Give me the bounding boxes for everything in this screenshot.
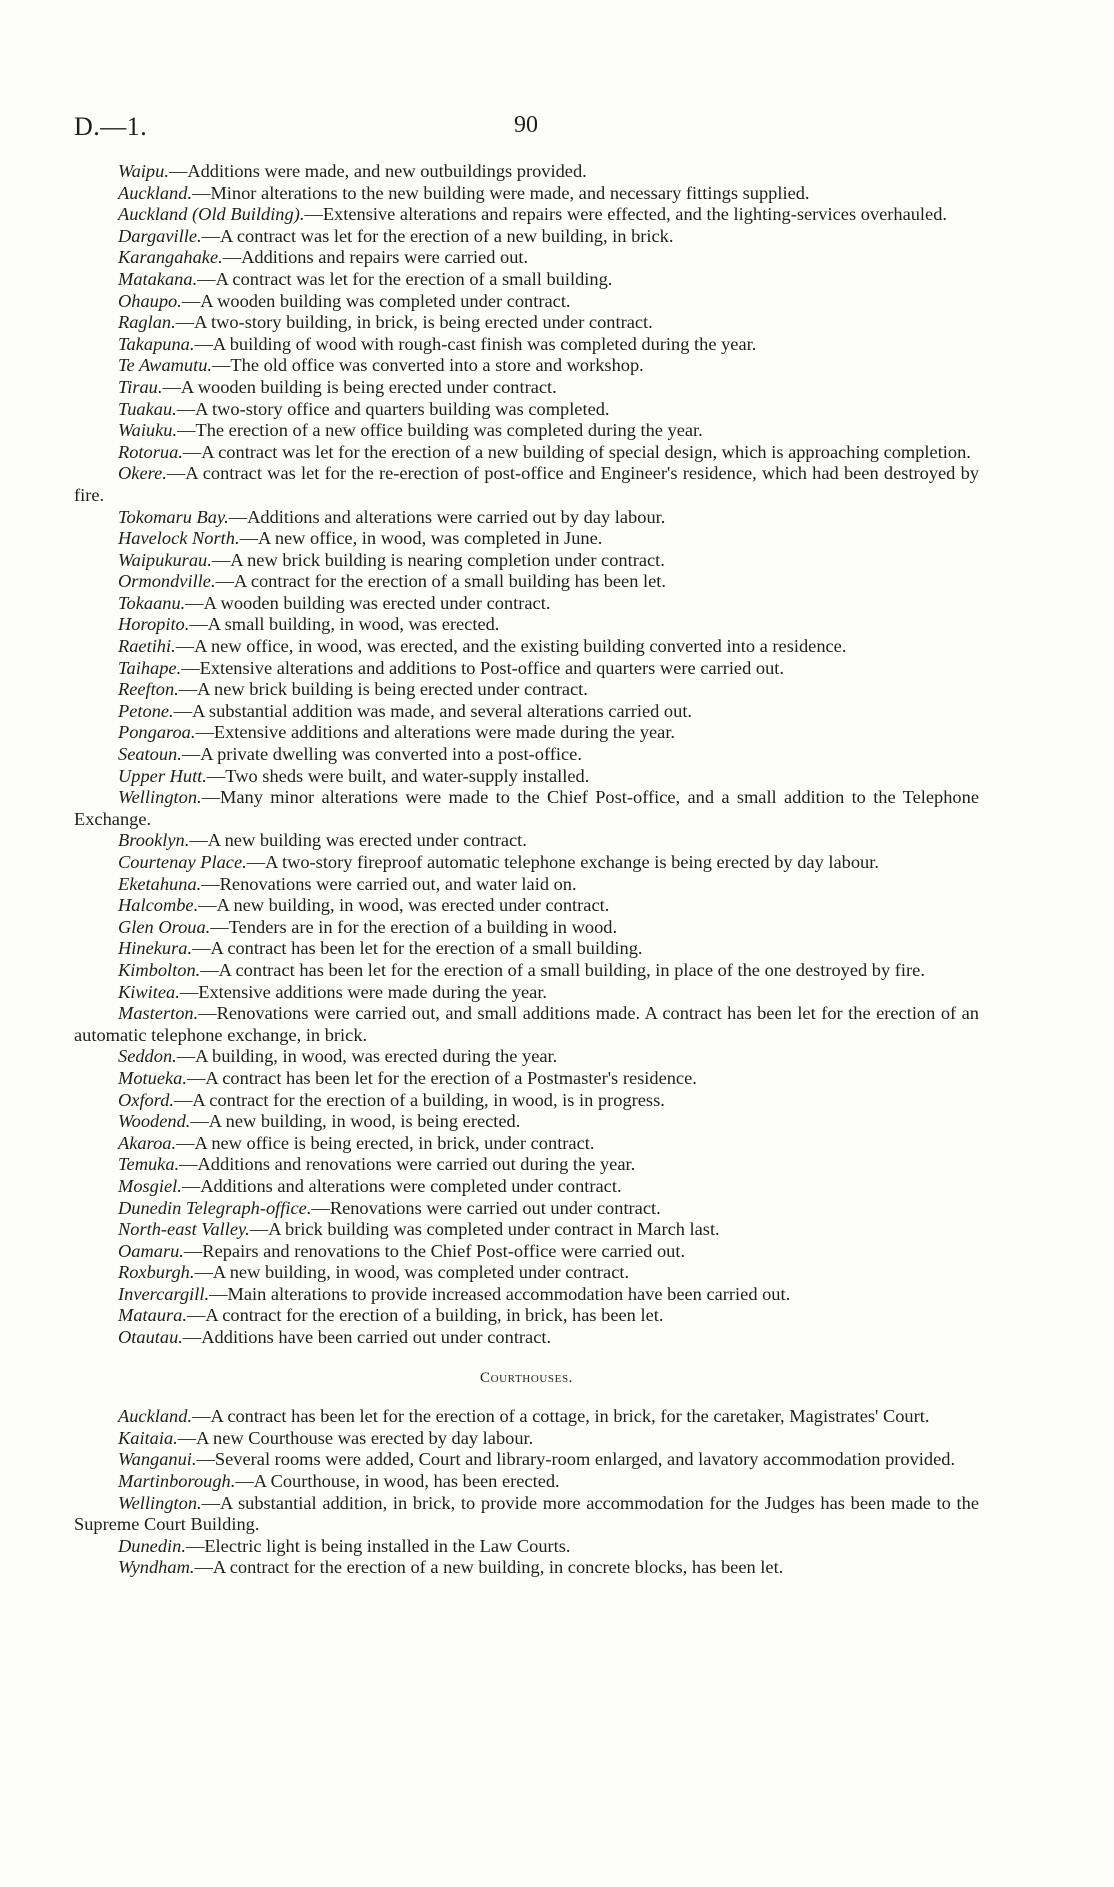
post-office-entries: [74, 161, 979, 1349]
entry-paragraph: [74, 895, 979, 917]
entry-text: —Several rooms were added, Court and library-room enlarged, and lavatory accommodation provided.: [196, 1449, 956, 1470]
entry-text: —A contract has been let for the erection of a small building.: [192, 938, 643, 959]
place-name: Seddon.: [118, 1046, 177, 1067]
place-name: Temuka.: [118, 1154, 180, 1175]
entry-text: —Tenders are in for the erection of a building in wood.: [210, 916, 618, 937]
page-number: 90: [514, 112, 538, 138]
entry-paragraph: [74, 1046, 979, 1068]
entry-text: —The erection of a new office building was completed during the year.: [177, 420, 703, 441]
entry-text: —A building, in wood, was erected during the year.: [176, 1046, 558, 1067]
entry-text: —Additions and renovations were carried out during the year.: [179, 1154, 636, 1175]
place-name: Rotorua.: [118, 441, 183, 462]
entry-text: —A contract was let for the re-erection of post-office and Engineer's residence, which had been destroyed by fire.: [74, 463, 979, 505]
entry-text: —A new brick building is nearing completion under contract.: [211, 549, 665, 570]
entry-text: —Minor alterations to the new building were made, and necessary fittings supplied.: [192, 182, 810, 203]
place-name: Hinekura.: [118, 938, 193, 959]
entry-text: —Extensive additions were made during the year.: [179, 981, 548, 1002]
entry-paragraph: [74, 787, 979, 830]
entry-text: —A new office is being erected, in brick, under contract.: [176, 1132, 595, 1153]
place-name: Reefton.: [118, 679, 179, 700]
entry-text: —A two-story office and quarters building was completed.: [176, 398, 610, 419]
entry-text: —Electric light is being installed in the Law Courts.: [185, 1535, 571, 1556]
entry-paragraph: [74, 852, 979, 874]
entry-paragraph: [74, 463, 979, 506]
place-name: Wellington.: [118, 1492, 202, 1513]
entry-paragraph: [74, 658, 979, 680]
entry-text: —A new office, in wood, was completed in June.: [239, 528, 603, 549]
place-name: Dargaville.: [118, 225, 202, 246]
place-name: Kaitaia.: [118, 1427, 178, 1448]
place-name: Eketahuna.: [118, 873, 202, 894]
entry-paragraph: [74, 442, 979, 464]
entry-paragraph: [74, 1449, 979, 1471]
entry-paragraph: [74, 1284, 979, 1306]
entry-paragraph: [74, 1003, 979, 1046]
place-name: Te Awamutu.: [118, 355, 213, 376]
entry-text: —Additions and alterations were carried out by day labour.: [228, 506, 666, 527]
place-name: Pongaroa.: [118, 722, 196, 743]
entry-paragraph: [74, 1198, 979, 1220]
place-name: Masterton.: [118, 1003, 199, 1024]
entry-text: —Additions have been carried out under contract.: [182, 1327, 552, 1348]
entry-text: —A wooden building was completed under contract.: [181, 290, 571, 311]
place-name: Auckland (Old Building).: [118, 204, 305, 225]
entry-paragraph: [74, 571, 979, 593]
entry-paragraph: [74, 528, 979, 550]
place-name: Kiwitea.: [118, 981, 180, 1002]
entry-paragraph: [74, 377, 979, 399]
place-name: Okere.: [118, 463, 167, 484]
place-name: Courtenay Place.: [118, 852, 247, 872]
place-name: Taihape.: [118, 657, 182, 678]
entry-paragraph: [74, 312, 979, 334]
entry-paragraph: [74, 1154, 979, 1176]
entry-paragraph: [74, 1471, 979, 1493]
place-name: Dunedin Telegraph-office.: [118, 1197, 312, 1218]
entry-text: —A new building, in wood, was completed under contract.: [194, 1262, 630, 1283]
entry-paragraph: [74, 874, 979, 896]
entry-paragraph: [74, 507, 979, 529]
place-name: Tokaanu.: [118, 592, 186, 613]
entry-text: —A contract was let for the erection of a new building, in brick.: [201, 225, 674, 246]
entry-text: —Additions and repairs were carried out.: [222, 247, 529, 268]
place-name: Woodend.: [118, 1111, 191, 1132]
entry-paragraph: [74, 550, 979, 572]
entry-text: —Renovations were carried out, and small additions made. A contract has been let for the erection of an automatic telephone exchange, in brick.: [74, 1003, 979, 1045]
entry-paragraph: [74, 960, 979, 982]
entry-paragraph: [74, 226, 979, 248]
entry-text: —Extensive additions and alterations were made during the year.: [195, 722, 676, 743]
place-name: Motueka.: [118, 1067, 187, 1088]
entry-text: —A brick building was completed under contract in March last.: [249, 1219, 720, 1240]
place-name: North-east Valley.: [118, 1219, 250, 1240]
place-name: Oxford.: [118, 1089, 175, 1110]
place-name: Karangahake.: [118, 247, 223, 268]
entry-text: —Additions and alterations were completed under contract.: [181, 1175, 622, 1196]
entry-text: —The old office was converted into a store and workshop.: [212, 355, 644, 376]
place-name: Otautau.: [118, 1327, 183, 1348]
place-name: Oamaru.: [118, 1240, 184, 1261]
entry-paragraph: [74, 1068, 979, 1090]
entry-text: —Extensive alterations and repairs were effected, and the lighting-services overhauled.: [304, 204, 947, 225]
entry-paragraph: [74, 161, 979, 183]
entry-text: —A building of wood with rough-cast finish was completed during the year.: [194, 333, 757, 354]
place-name: Wellington.: [118, 787, 202, 808]
courthouse-entries: [74, 1406, 979, 1579]
place-name: Halcombe.: [118, 895, 199, 916]
entry-text: —A new building, in wood, was erected under contract.: [198, 895, 610, 916]
place-name: Martinborough.: [118, 1471, 236, 1492]
place-name: Akaroa.: [118, 1132, 177, 1153]
place-name: Matakana.: [118, 268, 198, 289]
entry-text: —A new building was erected under contract.: [189, 830, 527, 851]
entry-text: —A Courthouse, in wood, has been erected.: [235, 1471, 560, 1492]
place-name: Waipukurau.: [118, 549, 212, 570]
entry-paragraph: [74, 269, 979, 291]
entry-paragraph: [74, 593, 979, 615]
entry-text: —A wooden building is being erected under contract.: [162, 376, 557, 397]
place-name: Waiuku.: [118, 420, 178, 441]
entry-paragraph: [74, 1262, 979, 1284]
section-heading-courthouses: Courthouses.: [479, 1369, 574, 1386]
entry-text: —Extensive alterations and additions to Post-office and quarters were carried out.: [181, 657, 784, 678]
place-name: Raglan.: [118, 312, 176, 333]
entry-paragraph: [74, 701, 979, 723]
entry-paragraph: [74, 982, 979, 1004]
entry-text: —A contract for the erection of a small building has been let.: [215, 571, 666, 592]
place-name: Kimbolton.: [118, 959, 201, 980]
place-name: Waipu.: [118, 161, 169, 181]
entry-paragraph: [74, 1536, 979, 1558]
entry-paragraph: [74, 722, 979, 744]
entry-paragraph: [74, 1305, 979, 1327]
body-text: [74, 161, 979, 1579]
entry-text: —A substantial addition, in brick, to provide more accommodation for the Judges has been made to the Supreme Court Building.: [74, 1492, 979, 1535]
entry-text: —A substantial addition was made, and several alterations carried out.: [173, 700, 693, 721]
entry-paragraph: [74, 766, 979, 788]
entry-paragraph: [74, 1406, 979, 1428]
entry-text: —A new Courthouse was erected by day labour.: [177, 1427, 534, 1448]
place-name: Petone.: [118, 700, 174, 721]
place-name: Tuakau.: [118, 398, 177, 419]
place-name: Wyndham.: [118, 1557, 195, 1578]
place-name: Brooklyn.: [118, 830, 190, 851]
place-name: Havelock North.: [118, 528, 240, 549]
entry-text: —A private dwelling was converted into a post-office.: [181, 744, 582, 765]
entry-text: —Renovations were carried out, and water laid on.: [201, 873, 577, 894]
entry-text: —A contract was let for the erection of a small building.: [197, 268, 613, 289]
entry-text: —A contract for the erection of a new building, in concrete blocks, has been let.: [194, 1557, 784, 1578]
place-name: Ormondville.: [118, 571, 216, 592]
series-label: D.—1.: [74, 112, 148, 141]
place-name: Tirau.: [118, 376, 163, 397]
entry-paragraph: [74, 614, 979, 636]
entry-text: —A new office, in wood, was erected, and the existing building converted into a residence.: [175, 636, 847, 657]
place-name: Auckland.: [118, 182, 193, 203]
entry-paragraph: [74, 1133, 979, 1155]
place-name: Horopito.: [118, 614, 190, 635]
place-name: Takapuna.: [118, 333, 195, 354]
place-name: Dunedin.: [118, 1535, 186, 1556]
entry-text: —Many minor alterations were made to the Chief Post-office, and a small addition to the Telephone Exchange.: [74, 787, 979, 829]
place-name: Mosgiel.: [118, 1175, 182, 1196]
entry-text: —A contract has been let for the erection of a Postmaster's residence.: [186, 1067, 697, 1088]
entry-paragraph: [74, 636, 979, 658]
entry-text: —A new brick building is being erected under contract.: [178, 679, 588, 700]
entry-text: —A contract has been let for the erection of a small building, in place of the one destroyed by fire.: [200, 959, 925, 980]
place-name: Ohaupo.: [118, 290, 182, 311]
entry-text: —A new building, in wood, is being erected.: [190, 1111, 521, 1132]
entry-paragraph: [74, 1219, 979, 1241]
entry-text: —A contract was let for the erection of a new building of special design, which is approaching completion.: [182, 441, 971, 462]
place-name: Seatoun.: [118, 744, 182, 765]
entry-text: —A two-story fireproof automatic telephone exchange is being erected by day labour.: [246, 852, 879, 872]
entry-paragraph: [74, 420, 979, 442]
entry-text: —A two-story building, in brick, is being erected under contract.: [175, 312, 653, 333]
entry-text: —A contract has been let for the erection of a cottage, in brick, for the caretaker, Magistrates' Court.: [192, 1406, 930, 1427]
entry-paragraph: [74, 1428, 979, 1450]
place-name: Auckland.: [118, 1406, 193, 1427]
entry-paragraph: [74, 291, 979, 313]
place-name: Wanganui.: [118, 1449, 197, 1470]
entry-paragraph: [74, 1493, 979, 1536]
entry-text: —Two sheds were built, and water-supply installed.: [206, 765, 590, 786]
entry-paragraph: [74, 917, 979, 939]
entry-paragraph: [74, 1241, 979, 1263]
entry-text: —Main alterations to provide increased accommodation have been carried out.: [209, 1283, 791, 1304]
entry-text: —A wooden building was erected under contract.: [185, 592, 551, 613]
entry-text: —A contract for the erection of a building, in brick, has been let.: [186, 1305, 664, 1326]
entry-paragraph: [74, 247, 979, 269]
place-name: Tokomaru Bay.: [118, 506, 229, 527]
entry-paragraph: [74, 1327, 979, 1349]
place-name: Roxburgh.: [118, 1262, 195, 1283]
entry-paragraph: [74, 679, 979, 701]
entry-paragraph: [74, 399, 979, 421]
entry-paragraph: [74, 830, 979, 852]
place-name: Glen Oroua.: [118, 916, 211, 937]
entry-text: —A contract for the erection of a building, in wood, is in progress.: [174, 1089, 665, 1110]
place-name: Mataura.: [118, 1305, 187, 1326]
entry-paragraph: [74, 744, 979, 766]
place-name: Raetihi.: [118, 636, 176, 657]
entry-paragraph: [74, 1090, 979, 1112]
entry-text: —Renovations were carried out under contract.: [311, 1197, 661, 1218]
entry-paragraph: [74, 204, 979, 226]
entry-paragraph: [74, 1111, 979, 1133]
entry-paragraph: [74, 183, 979, 205]
entry-paragraph: [74, 1557, 979, 1579]
entry-text: —Additions were made, and new outbuildings provided.: [168, 161, 587, 181]
entry-paragraph: [74, 1176, 979, 1198]
entry-paragraph: [74, 938, 979, 960]
entry-text: —A small building, in wood, was erected.: [189, 614, 500, 635]
place-name: Invercargill.: [118, 1283, 210, 1304]
entry-text: —Repairs and renovations to the Chief Post-office were carried out.: [183, 1240, 686, 1261]
entry-paragraph: [74, 355, 979, 377]
entry-paragraph: [74, 334, 979, 356]
place-name: Upper Hutt.: [118, 765, 207, 786]
